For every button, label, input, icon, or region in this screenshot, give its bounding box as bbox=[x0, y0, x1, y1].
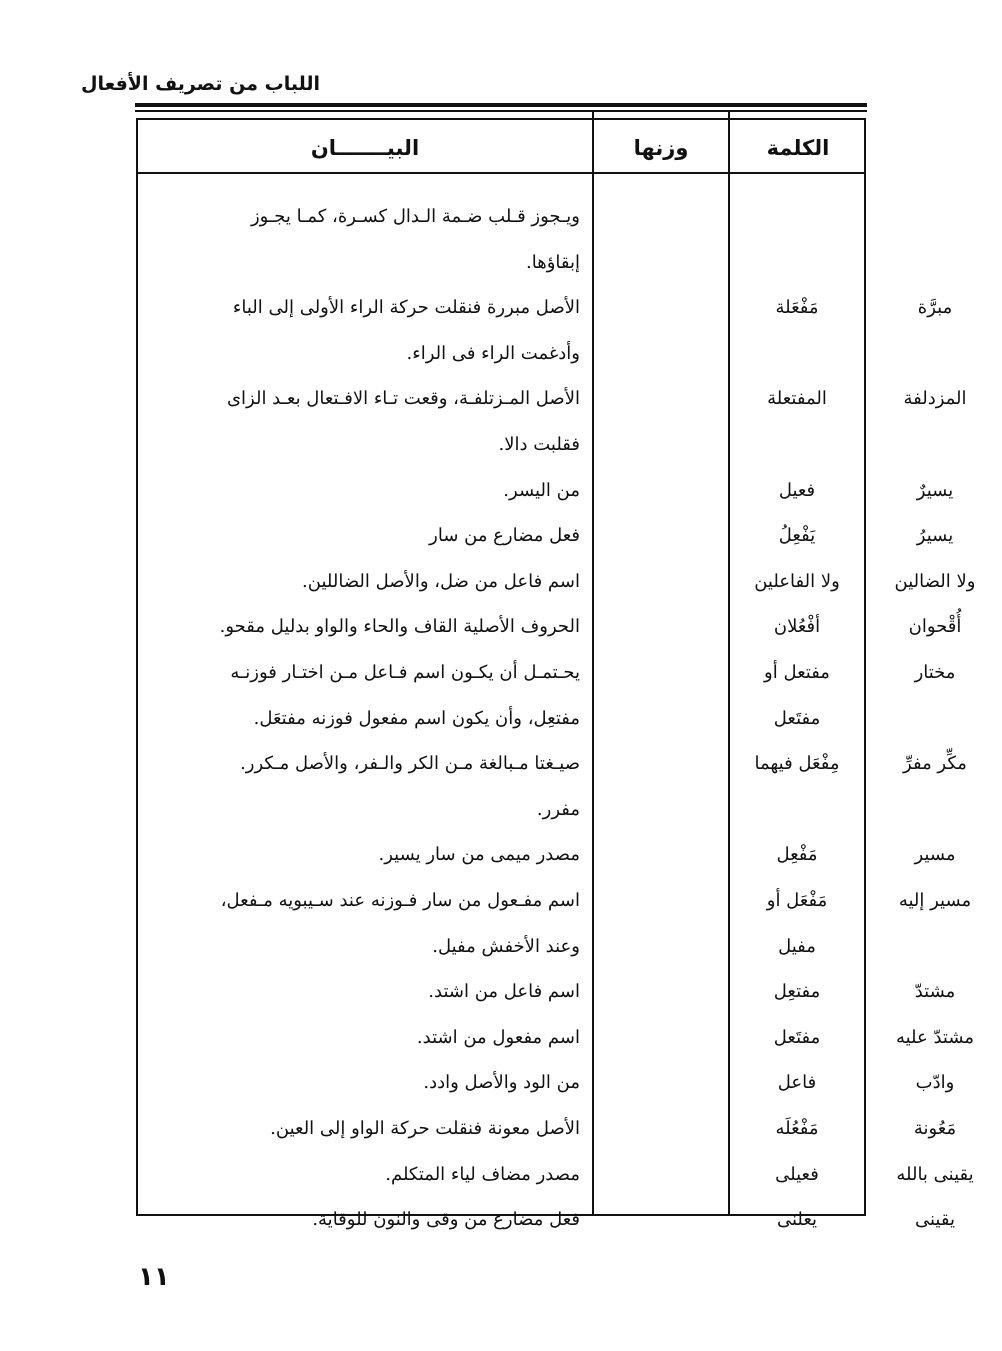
table-row bbox=[138, 787, 866, 833]
word-cell: مشتدّ bbox=[914, 981, 956, 1003]
wazn-cell: يَفْعِلُ bbox=[778, 525, 816, 547]
word-wazn-cells bbox=[730, 285, 1002, 331]
bayan-cell: اسم فاعل من اشتد. bbox=[428, 981, 580, 1003]
bayan-cell: مصدر ميمى من سار يسير. bbox=[378, 844, 580, 866]
bayan-cell: فعل مضارع من وقى والنون للوقاية. bbox=[312, 1209, 580, 1231]
bayan-cell: اسم فاعل من ضل، والأصل الضاللين. bbox=[302, 570, 580, 592]
wazn-cell: مفتَعل bbox=[773, 1026, 821, 1048]
word-wazn-cells bbox=[730, 650, 1002, 696]
word-wazn-cells bbox=[730, 969, 1002, 1015]
bayan-cell: مصدر مضاف لياء المتكلم. bbox=[385, 1163, 580, 1185]
word-cell: مشتدّ عليه bbox=[895, 1026, 975, 1048]
word-cell: ولا الضالين bbox=[894, 570, 976, 592]
wazn-cell: مَفْعَل أو bbox=[766, 890, 828, 911]
header-row-divider bbox=[136, 172, 866, 174]
word-wazn-cells bbox=[730, 559, 1002, 605]
bayan-cell: الأصل مبررة فنقلت حركة الراء الأولى إلى الباء bbox=[232, 297, 580, 319]
table-row bbox=[138, 741, 967, 787]
bayan-cell: إبقاؤها. bbox=[526, 251, 580, 273]
word-cell: مكِّر مفرِّ bbox=[903, 753, 967, 775]
table-row bbox=[138, 285, 953, 331]
word-wazn-cells bbox=[730, 1106, 1002, 1152]
word-wazn-cells bbox=[730, 1152, 1002, 1198]
table-row bbox=[138, 559, 976, 605]
table-row bbox=[138, 696, 866, 742]
table-row bbox=[138, 969, 956, 1015]
bayan-cell: وأدغمت الراء فى الراء. bbox=[406, 342, 580, 364]
word-wazn-cells bbox=[730, 1197, 1002, 1243]
table-row bbox=[138, 468, 954, 514]
running-header: اللباب من تصريف الأفعال bbox=[81, 73, 320, 95]
word-wazn-cells bbox=[730, 513, 1002, 559]
word-wazn-cells bbox=[730, 787, 1002, 833]
word-cell: أُقْحوان bbox=[908, 616, 962, 638]
word-wazn-cells bbox=[730, 1015, 1002, 1061]
word-cell: مسير bbox=[914, 844, 956, 866]
table-row bbox=[138, 422, 866, 468]
table-row bbox=[138, 1106, 957, 1152]
word-wazn-cells bbox=[730, 696, 1002, 742]
header-rule-thin bbox=[135, 110, 867, 112]
word-wazn-cells bbox=[730, 240, 1002, 286]
table-row bbox=[138, 1197, 955, 1243]
word-cell: مَعُونة bbox=[913, 1118, 957, 1139]
wazn-cell: مَفْعِل bbox=[776, 844, 818, 866]
bayan-cell: اسم مفـعول من سار فـوزنه عند سـيبويه مـفعل، bbox=[220, 890, 580, 911]
bayan-cell: يحـتمـل أن يكـون اسم فـاعل مـن اختـار فوزنـه bbox=[230, 662, 580, 683]
word-wazn-cells bbox=[730, 376, 1002, 422]
word-cell: يسيرٌ bbox=[916, 479, 954, 501]
table-row bbox=[138, 832, 956, 878]
table-row bbox=[138, 878, 972, 924]
wazn-cell: مفتعل أو bbox=[764, 662, 830, 683]
wazn-cell: مَفْعَلة bbox=[775, 297, 819, 319]
table-row bbox=[138, 924, 866, 970]
bayan-cell: ويـجوز قـلب ضـمة الـدال كسـرة، كمـا يجـوز bbox=[250, 206, 580, 227]
word-wazn-cells bbox=[730, 741, 1002, 787]
word-cell: مختار bbox=[914, 662, 956, 683]
wazn-cell: مفتَعل bbox=[773, 707, 821, 729]
word-wazn-cells bbox=[730, 878, 1002, 924]
bayan-cell: الحروف الأصلية القاف والحاء والواو بدليل مقحو. bbox=[219, 616, 580, 638]
word-wazn-cells bbox=[730, 468, 1002, 514]
table-row bbox=[138, 650, 956, 696]
bayan-cell: صيـغتا مـبالغة مـن الكر والـفر، والأصل مـكرر. bbox=[240, 753, 580, 775]
wazn-cell: ولا الفاعلين bbox=[754, 570, 840, 592]
column-header-bayan: البيـــــــان bbox=[310, 136, 420, 160]
wazn-cell: فاعل bbox=[777, 1072, 817, 1094]
wazn-cell: مَفْعُلَه bbox=[775, 1118, 819, 1139]
bayan-cell: فقلبت دالا. bbox=[498, 434, 580, 455]
word-cell: يسيرُ bbox=[916, 525, 954, 547]
wazn-cell: مفيل bbox=[778, 935, 816, 957]
word-cell: وادّب bbox=[915, 1072, 955, 1094]
wazn-cell: مِفْعَل فيهما bbox=[754, 753, 840, 775]
wazn-cell: يعلنى bbox=[776, 1209, 818, 1231]
word-wazn-cells bbox=[730, 422, 1002, 468]
bayan-cell: وعند الأخفش مفيل. bbox=[432, 935, 580, 957]
wazn-cell: أفْعُلان bbox=[773, 616, 821, 638]
word-wazn-cells bbox=[730, 331, 1002, 377]
word-cell: يقينى بالله bbox=[896, 1163, 974, 1185]
bayan-cell: مفتعِل، وأن يكون اسم مفعول فوزنه مفتعَل. bbox=[253, 707, 580, 729]
header-rule-thick bbox=[135, 103, 867, 107]
bayan-cell: الأصل معونة فنقلت حركة الواو إلى العين. bbox=[270, 1118, 580, 1139]
table-row bbox=[138, 1152, 974, 1198]
table-row bbox=[138, 513, 954, 559]
page-number: ١١ bbox=[138, 1262, 170, 1292]
table-row bbox=[138, 1015, 975, 1061]
word-wazn-cells bbox=[730, 1060, 1002, 1106]
word-cell: مسير إليه bbox=[898, 890, 972, 911]
bayan-cell: من اليسر. bbox=[503, 479, 580, 501]
word-cell: المزدلفة bbox=[903, 388, 967, 410]
word-wazn-cells bbox=[730, 194, 1002, 240]
word-cell: مبرَّة bbox=[917, 297, 953, 319]
word-wazn-cells bbox=[730, 604, 1002, 650]
wazn-cell: المفتعلة bbox=[767, 388, 827, 410]
word-wazn-cells bbox=[730, 832, 1002, 878]
wazn-cell: فعيل bbox=[778, 479, 816, 501]
table-row bbox=[138, 240, 866, 286]
bayan-cell: اسم مفعول من اشتد. bbox=[416, 1026, 580, 1048]
table-row bbox=[138, 194, 866, 240]
wazn-cell: فعيلى bbox=[775, 1163, 819, 1185]
table-row bbox=[138, 331, 866, 377]
bayan-cell: فعل مضارع من سار bbox=[429, 525, 580, 547]
wazn-cell: مفتعِل bbox=[773, 981, 821, 1003]
bayan-cell: مفرر. bbox=[536, 798, 580, 820]
table-row bbox=[138, 376, 967, 422]
bayan-cell: الأصل المـزتلفـة، وقعت تـاء الافـتعال بعـد الزاى bbox=[226, 388, 580, 410]
word-wazn-cells bbox=[730, 924, 1002, 970]
word-cell: يقينى bbox=[915, 1209, 955, 1231]
table-row bbox=[138, 604, 962, 650]
bayan-cell: من الود والأصل وادد. bbox=[423, 1072, 580, 1094]
column-header-word: الكلمة bbox=[766, 136, 830, 160]
column-header-wazn: وزنها bbox=[633, 136, 689, 160]
table-row bbox=[138, 1060, 955, 1106]
